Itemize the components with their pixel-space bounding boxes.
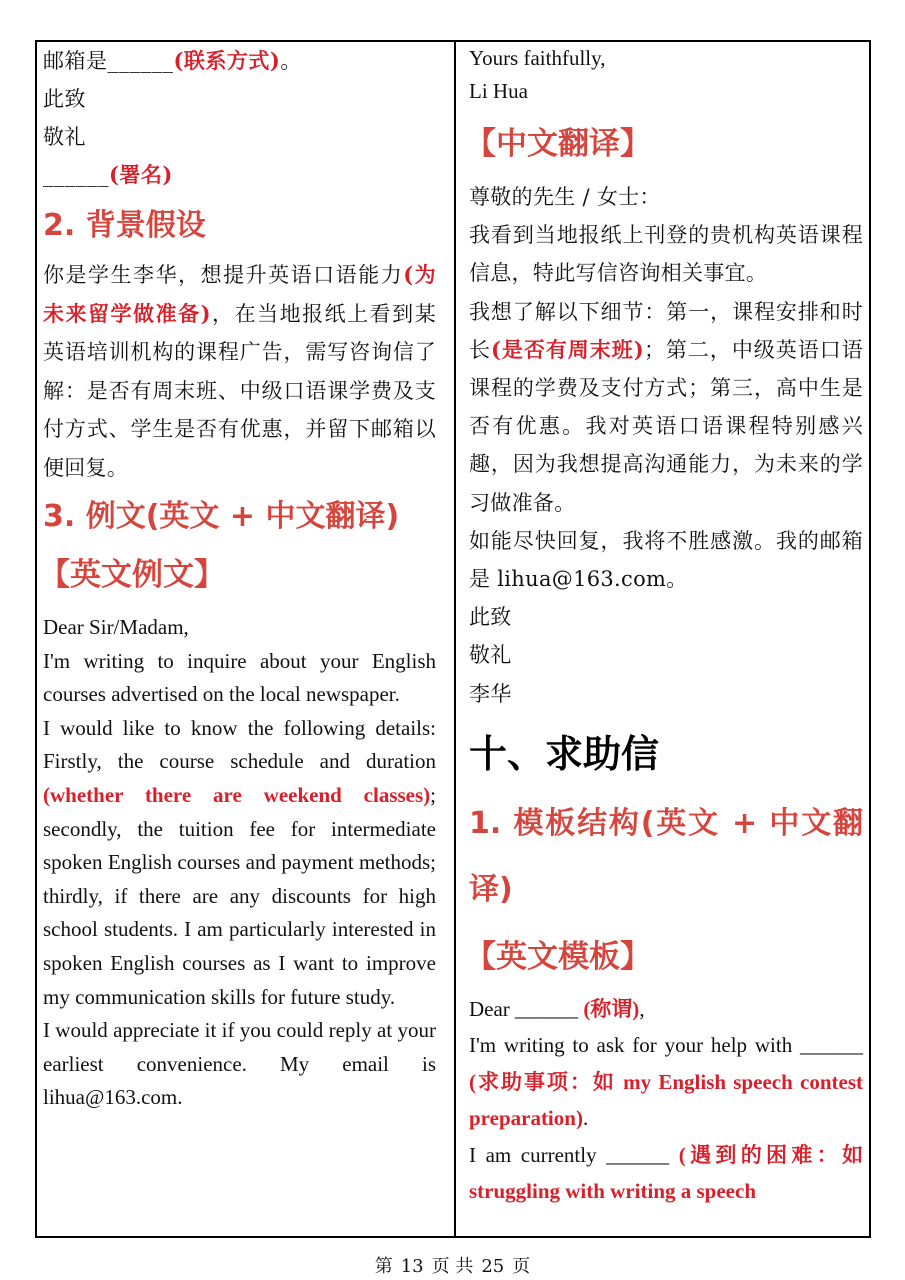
text: 敬礼 [43,125,86,149]
footer-text: 页 [512,1256,531,1277]
text: 你是学生李华，想提升英语口语能力 [43,263,404,287]
subsection-heading: 【英文例文】 [39,557,225,593]
page-number: 13 [400,1256,424,1277]
text-line [43,42,436,80]
text: Dear ______ [469,996,584,1021]
text: 我想了解以下细节：第一，课程安排和时长 [469,299,863,362]
cn-signature: 李华 [469,681,512,706]
letter-paragraph: I would appreciate it if you could reply at your earliest convenience. My email is lihua@163.com. [43,1018,436,1110]
red-note: (为未来留学做准备) [43,262,436,326]
section-heading: 1. 模板结构(英文 + 中文翻译) [469,805,863,907]
chapter-title: 十、求助信 [469,731,660,776]
cn-paragraph [469,293,863,522]
red-note: (联系方式) [173,48,281,73]
text: I would like to know the following details: Firstly, the course schedule and duration [43,715,436,774]
text: 此致 [43,87,86,111]
text-line [43,80,436,118]
right-column [465,42,863,1210]
section-heading: 3. 例文(英文 + 中文翻译) [43,499,400,534]
text: ，在当地报纸上看到某英语培训机构的课程广告，需写咨询信了解：是否有周末班、中级口语课学费及支付方式、学生是否有优惠，并留下邮箱以便回复。 [43,301,436,480]
red-note: (求助事项：如 my English speech contest preparation) [469,1069,863,1131]
background-paragraph [43,256,436,487]
text: 。 [280,49,302,73]
english-letter [43,611,436,1115]
letter-closing [469,42,863,108]
letter-paragraph [43,712,436,1014]
english-template [469,991,863,1210]
red-note: (遇到的困难：如 struggling with writing a speech [469,1142,863,1204]
subsection-heading: 【中文翻译】 [465,126,651,162]
page-footer [0,1252,905,1278]
text: ; secondly, the tuition fee for intermediate spoken English courses and payment methods; thirdly, if there are any discounts for high school students. I am particularly interested in spoken English courses as I want to improve my communication skills for future study. [43,782,436,1009]
chinese-translation [469,178,863,713]
text-line [43,156,436,194]
cn-paragraph: 如能尽快回复，我将不胜感激。我的邮箱是 lihua@163.com。 [469,528,863,592]
column-divider [454,40,456,1238]
left-column [39,42,436,1115]
text: I'm writing to ask for your help with ______ [469,1033,863,1058]
text: 邮箱是______ [43,49,174,73]
text: ；第二，中级英语口语课程的学费及支付方式；第三，高中生是否有优惠。我对英语口语课程特别感兴趣，因为我想提高沟通能力，为未来的学习做准备。 [469,337,863,515]
letter-paragraph: I'm writing to inquire about your English courses advertised on the local newspaper. [43,648,436,707]
footer-text: 第 [374,1256,393,1277]
subsection-heading: 【英文模板】 [465,938,651,975]
template-line [469,1027,863,1137]
signature: Li Hua [469,79,528,103]
footer-text: 页 共 [431,1256,474,1277]
text: , [639,996,645,1021]
closing: Yours faithfully, [469,46,606,70]
text: . [582,1106,589,1131]
red-note: (署名) [109,162,173,187]
cn-paragraph: 我看到当地报纸上刊登的贵机构英语课程信息，特此写信咨询相关事宜。 [469,223,863,286]
cn-closing: 敬礼 [469,643,512,668]
red-note: (whether there are weekend classes) [43,782,431,807]
text: ______ [43,163,109,187]
text: I am currently ______ [469,1142,679,1167]
template-line [469,1137,863,1210]
red-note: (称谓) [583,996,640,1021]
section-heading: 2. 背景假设 [43,208,206,243]
salutation: Dear Sir/Madam, [43,615,189,639]
cn-salutation: 尊敬的先生 / 女士： [469,185,661,209]
page-total: 25 [481,1256,505,1277]
red-note: (是否有周末班) [490,336,644,362]
text-line [43,118,436,156]
template-line [469,991,863,1028]
cn-closing: 此致 [469,605,512,630]
